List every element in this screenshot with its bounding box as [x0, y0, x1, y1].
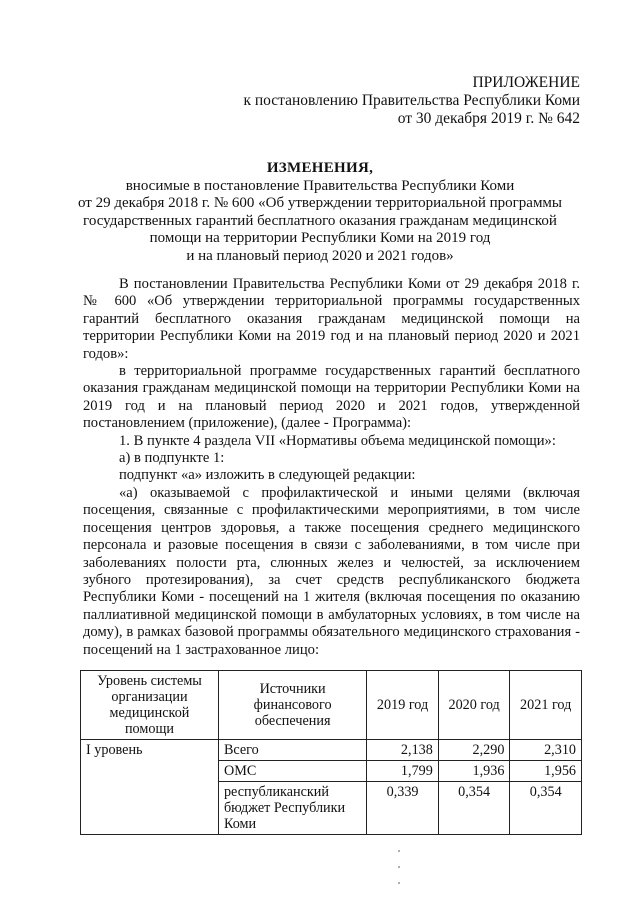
paragraph: а) в подпункте 1: [119, 450, 225, 467]
paragraph: «а) оказываемой с профилактической и иными целями (включая посещения, связанные с профилактическими мероприятиями, в том числе посещения центров здоровья, а также посещения среднего медицинского персонала и разовые посещения в связи с заболеваниями, в том числе при заболеваниях полости рта, слюнных желез и челюстей, за исключением зубного протезирования), за счет средств республиканского бюджета Республики Коми - посещений на 1 жителя (включая посещения по оказанию паллиативной медицинской помощи в амбулаторных условиях, в том числе на дому), в рамках базовой программы обязательного медицинского страхования - посещений на 1 застрахованное лицо: [83, 484, 580, 658]
appendix-date: от 30 декабря 2019 г. № 642 [397, 110, 580, 127]
title-line: от 29 декабря 2018 г. № 600 «Об утверждении территориальной программы [77, 195, 563, 211]
table-row [81, 740, 582, 761]
value-cell: 1,956 [510, 761, 582, 782]
appendix-label: ПРИЛОЖЕНИЕ [472, 74, 580, 91]
value-cell: 1,799 [367, 761, 439, 782]
source-cell: республиканский бюджет Республики Коми [218, 782, 366, 835]
scan-speck [398, 866, 400, 868]
value-cell: 2,310 [510, 740, 582, 761]
title-line: вносимые в постановление Правительства Республики Коми [125, 177, 515, 194]
table-header-cell: Уровень системы организации медицинской помощи [81, 671, 219, 740]
value-cell: 1,936 [438, 761, 510, 782]
table-header-cell: 2021 год [510, 671, 582, 740]
title-line: государственных гарантий бесплатного оказания гражданам медицинской [83, 212, 557, 229]
source-cell: Всего [218, 740, 366, 761]
value-cell: 0,354 [510, 782, 582, 835]
source-cell: ОМС [218, 761, 366, 782]
appendix-header [160, 74, 580, 128]
table-header-cell: 2019 год [367, 671, 439, 740]
document-title [0, 160, 640, 265]
table-header-cell: 2020 год [438, 671, 510, 740]
paragraph: подпункт «а» изложить в следующей редакции: [119, 467, 416, 484]
table-header-cell: Источники финансового обеспечения [218, 671, 366, 740]
appendix-resolution: к постановлению Правительства Республики Коми [243, 92, 580, 109]
paragraph: В постановлении Правительства Республики Коми от 29 декабря 2018 г. № 600 «Об утверждении территориальной программы государственных гарантий бесплатного оказания гражданам медицинской помощи на территории Республики Коми на 2019 год и на плановый период 2020 и 2021 годов»: [83, 276, 580, 362]
scan-speck [398, 882, 400, 884]
title-line: помощи на территории Республики Коми на 2019 год [149, 230, 491, 246]
norms-table [80, 670, 582, 835]
table-header-row [81, 671, 582, 740]
document-body [83, 276, 580, 659]
value-cell: 2,290 [438, 740, 510, 761]
level-cell: I уровень [81, 740, 219, 835]
scan-speck [398, 850, 400, 852]
value-cell: 2,138 [367, 740, 439, 761]
value-cell: 0,339 [367, 782, 439, 835]
value-cell: 0,354 [438, 782, 510, 835]
paragraph: 1. В пункте 4 раздела VII «Нормативы объема медицинской помощи»: [119, 432, 556, 449]
paragraph: в территориальной программе государственных гарантий бесплатного оказания гражданам медицинской помощи на территории Республики Коми на 2019 год и на плановый период 2020 и 2021 годов, утвержденной постановлением (приложение), (далее - Программа): [83, 363, 580, 432]
title-line: и на плановый период 2020 и 2021 годов» [186, 247, 454, 264]
title-heading: ИЗМЕНЕНИЯ, [266, 160, 374, 176]
